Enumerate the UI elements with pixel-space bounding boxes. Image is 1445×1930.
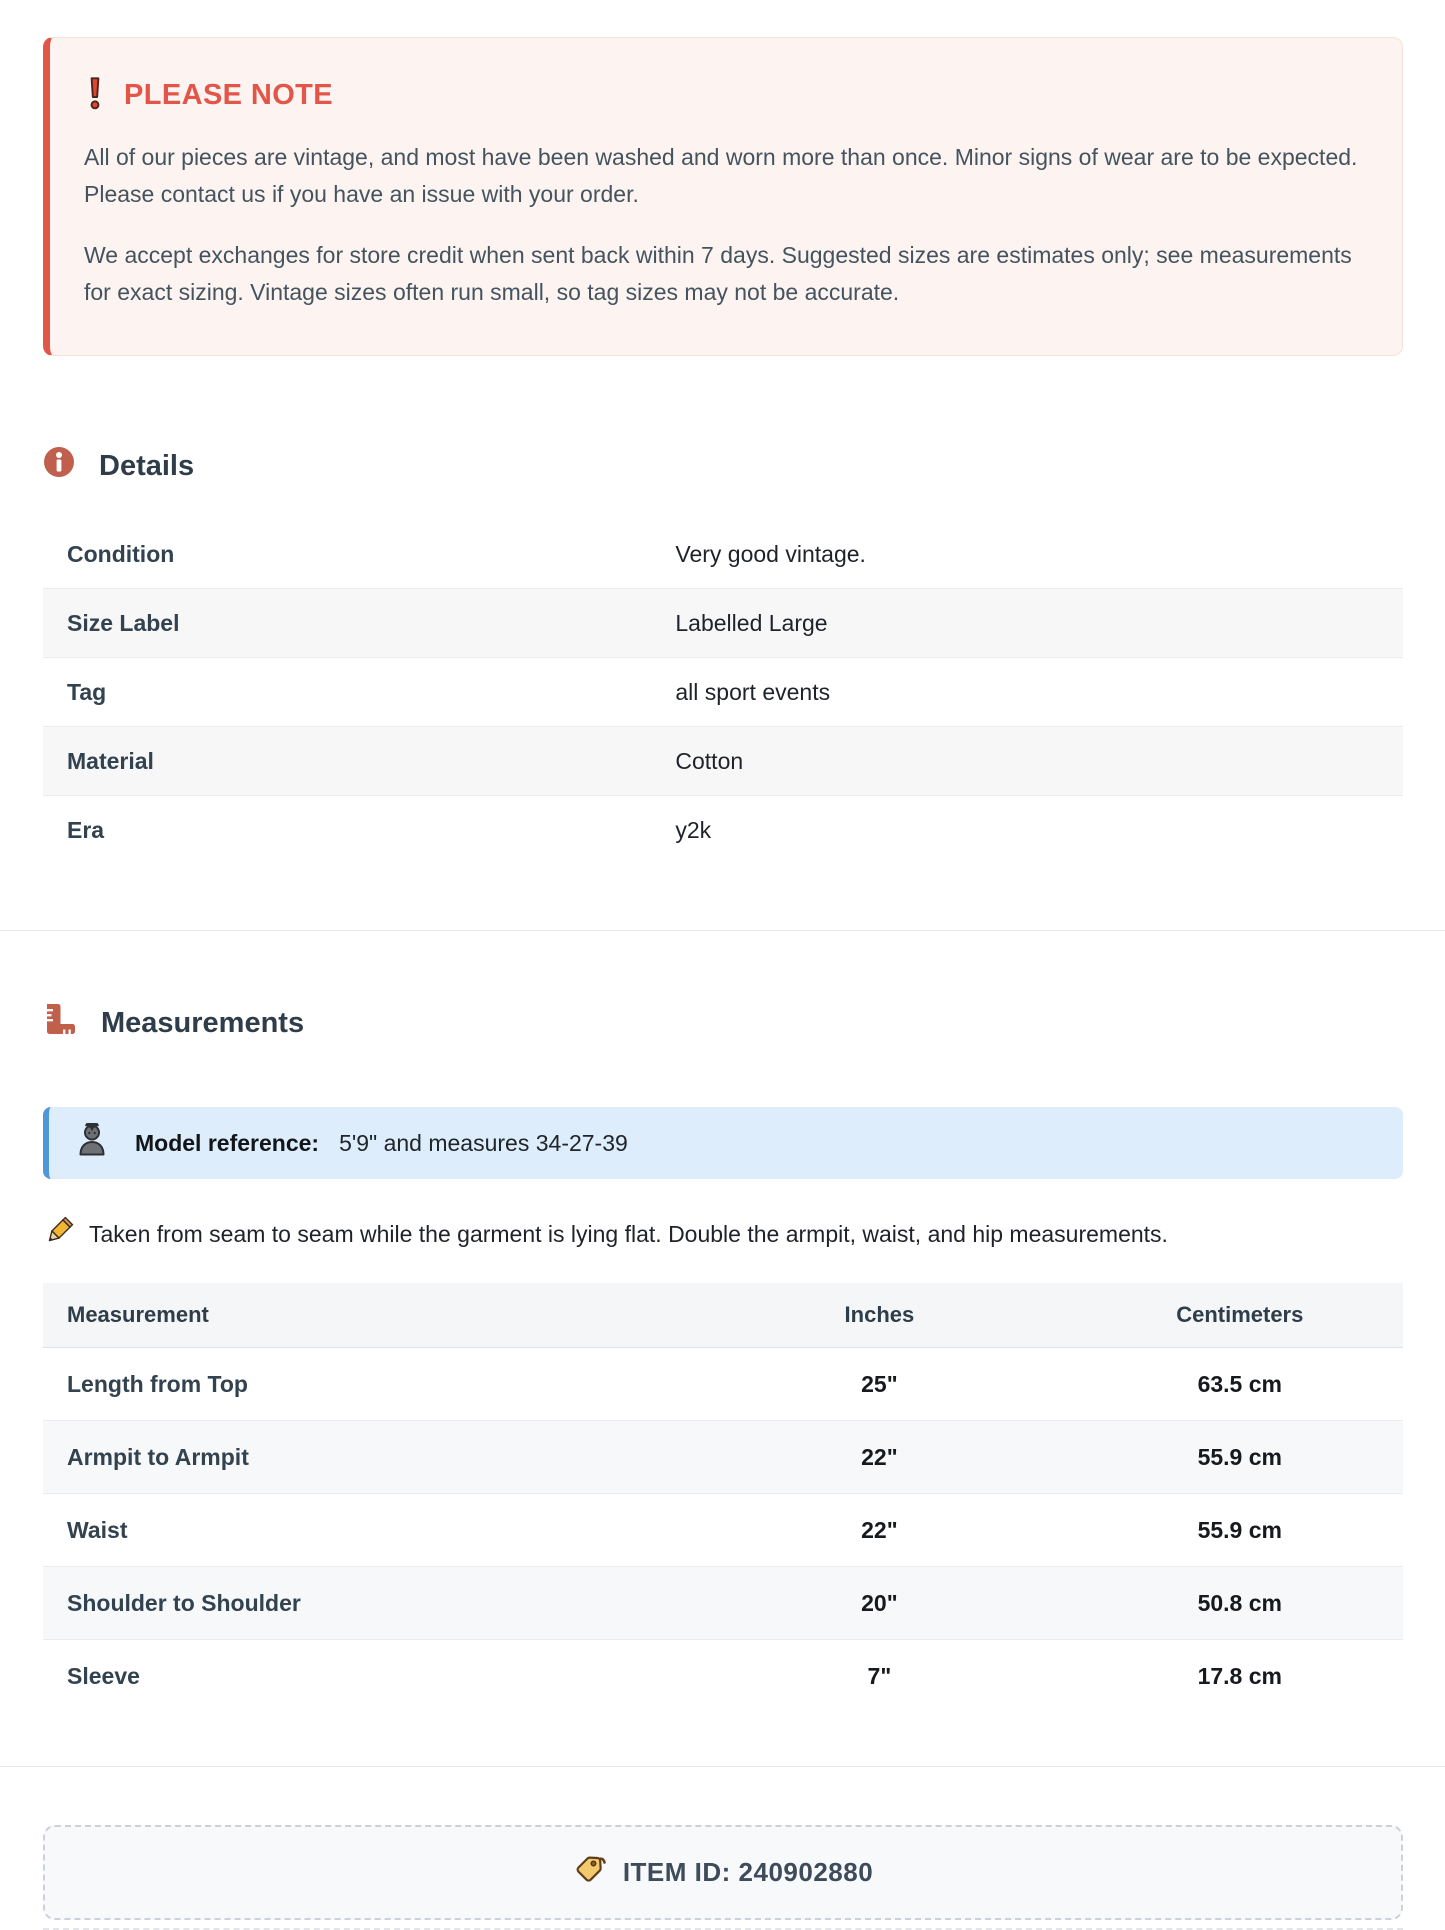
detail-value: Very good vintage.: [675, 540, 866, 567]
detail-row: [43, 727, 1403, 796]
measurement-label: Sleeve: [43, 1640, 682, 1713]
detail-value: y2k: [675, 816, 712, 843]
details-heading-label: Details: [99, 449, 195, 482]
exclamation-icon: [84, 76, 106, 115]
measurement-label: Waist: [43, 1494, 682, 1567]
detail-row: [43, 520, 1403, 589]
measurement-cm: 50.8 cm: [1077, 1567, 1403, 1640]
measurement-note-text: Taken from seam to seam while the garment is lying flat. Double the armpit, waist, and hip measurements.: [89, 1220, 1168, 1247]
table-row: [43, 1640, 1403, 1713]
measurement-inches: 7": [682, 1640, 1076, 1713]
ruler-icon: [43, 1001, 77, 1045]
info-icon: [43, 446, 75, 486]
measurement-label: Shoulder to Shoulder: [43, 1567, 682, 1640]
table-row: [43, 1421, 1403, 1494]
table-row: [43, 1348, 1403, 1421]
detail-value: Labelled Large: [675, 609, 828, 636]
section-divider: [0, 1766, 1445, 1767]
column-header-measurement: Measurement: [43, 1283, 682, 1348]
measurement-cm: 55.9 cm: [1077, 1494, 1403, 1567]
table-row: [43, 1567, 1403, 1640]
measurement-note: [43, 1215, 1403, 1253]
detail-label: Era: [67, 816, 105, 843]
table-row: [43, 1494, 1403, 1567]
pencil-icon: [43, 1215, 75, 1253]
measurement-inches: 20": [682, 1567, 1076, 1640]
model-reference-value: 5'9" and measures 34-27-39: [339, 1129, 628, 1156]
measurement-cm: 55.9 cm: [1077, 1421, 1403, 1494]
note-paragraph: All of our pieces are vintage, and most have been washed and worn more than once. Minor signs of wear are to be expected. Please contact us if you have an issue with your order.: [84, 144, 1358, 207]
measurements-table-header-row: [43, 1283, 1403, 1348]
measurement-inches: 22": [682, 1494, 1076, 1567]
measurement-label: Armpit to Armpit: [43, 1421, 682, 1494]
measurement-inches: 25": [861, 1370, 898, 1397]
model-reference-label: Model reference:: [135, 1129, 320, 1156]
measurements-heading-label: Measurements: [101, 1006, 305, 1039]
measurement-inches: 22": [682, 1421, 1076, 1494]
measurement-cm: 63.5 cm: [1197, 1370, 1282, 1397]
detail-label: Size Label: [67, 609, 180, 636]
details-table: [43, 520, 1403, 864]
detail-value: all sport events: [675, 678, 831, 705]
detail-row: [43, 658, 1403, 727]
please-note-title-row: [84, 76, 1360, 115]
detail-label: Condition: [67, 540, 175, 567]
tag-icon: [573, 1853, 607, 1892]
measurement-label: Length from Top: [67, 1370, 248, 1397]
item-id-text: ITEM ID: 240902880: [622, 1857, 874, 1887]
please-note-title: PLEASE NOTE: [124, 79, 334, 111]
please-note-card: [43, 37, 1403, 356]
detail-label: Material: [67, 747, 154, 774]
measurement-cm: 17.8 cm: [1077, 1640, 1403, 1713]
measurements-table: [43, 1283, 1403, 1712]
item-id-box: [43, 1825, 1403, 1920]
measurements-heading: [43, 1001, 1403, 1045]
detail-value: Cotton: [675, 747, 744, 774]
detail-row: [43, 796, 1403, 864]
note-paragraph: We accept exchanges for store credit when sent back within 7 days. Suggested sizes are estimates only; see measurements for exact sizing. Vintage sizes often run small, so tag sizes may not be accurate.: [84, 242, 1352, 305]
details-heading: [43, 446, 1403, 486]
person-icon: [77, 1123, 107, 1163]
detail-label: Tag: [67, 678, 107, 705]
section-divider: [0, 930, 1445, 931]
model-reference-box: [43, 1107, 1403, 1179]
detail-row: [43, 589, 1403, 658]
column-header-inches: Inches: [682, 1283, 1076, 1348]
column-header-centimeters: Centimeters: [1077, 1283, 1403, 1348]
